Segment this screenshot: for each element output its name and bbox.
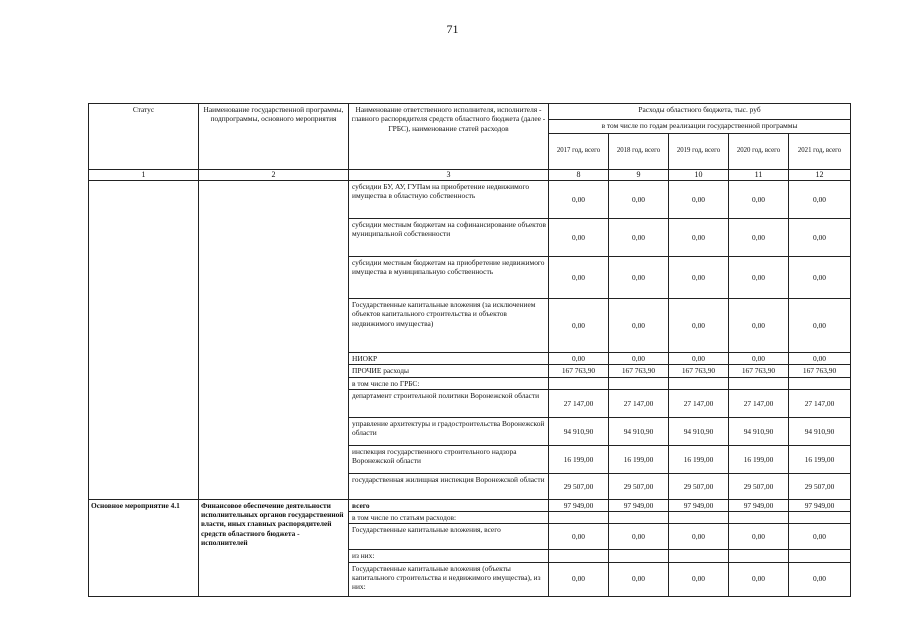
row-label: НИОКР <box>349 353 549 365</box>
value-cell: 97 949,00 <box>669 499 729 511</box>
page-number: 71 <box>446 22 459 36</box>
value-cell: 0,00 <box>729 219 789 257</box>
value-cell: 94 910,90 <box>729 417 789 445</box>
value-cell <box>609 377 669 389</box>
column-number: 8 <box>549 170 609 181</box>
value-cell: 27 147,00 <box>669 389 729 417</box>
year-header: 2020 год, всего <box>729 134 789 170</box>
value-cell: 0,00 <box>609 353 669 365</box>
row-label: из них: <box>349 550 549 562</box>
value-cell: 0,00 <box>669 181 729 219</box>
value-cell <box>549 377 609 389</box>
value-cell: 0,00 <box>789 181 851 219</box>
value-cell: 27 147,00 <box>549 389 609 417</box>
value-cell: 167 763,90 <box>549 365 609 377</box>
value-cell: 0,00 <box>729 181 789 219</box>
value-cell <box>729 377 789 389</box>
by-years-header: в том числе по годам реализации государственной программы <box>549 120 851 134</box>
column-number: 2 <box>199 170 349 181</box>
value-cell: 0,00 <box>669 219 729 257</box>
value-cell: 0,00 <box>549 257 609 299</box>
row-label: субсидии местным бюджетам на приобретение недвижимого имущества в муниципальную собственность <box>349 257 549 299</box>
value-cell <box>669 377 729 389</box>
value-cell: 0,00 <box>549 353 609 365</box>
column-number: 11 <box>729 170 789 181</box>
row-label: ПРОЧИЕ расходы <box>349 365 549 377</box>
value-cell <box>729 550 789 562</box>
row-label: управление архитектуры и градостроительства Воронежской области <box>349 417 549 445</box>
value-cell: 0,00 <box>789 524 851 550</box>
executor-header: Наименование ответственного исполнителя, исполнителя - главного распорядителя средств областного бюджета (далее - ГРБС), наименование статей расходов <box>349 104 549 170</box>
value-cell: 16 199,00 <box>609 445 669 473</box>
status-cell <box>89 181 199 500</box>
column-number: 1 <box>89 170 199 181</box>
value-cell: 0,00 <box>609 219 669 257</box>
value-cell: 0,00 <box>729 353 789 365</box>
value-cell: 0,00 <box>729 299 789 353</box>
row-label: Государственные капитальные вложения (объекты капитального строительства и недвижимого имущества), из них: <box>349 562 549 596</box>
value-cell <box>669 550 729 562</box>
value-cell: 167 763,90 <box>609 365 669 377</box>
row-label: всего <box>349 499 549 511</box>
year-header: 2019 год, всего <box>669 134 729 170</box>
value-cell: 0,00 <box>549 562 609 596</box>
value-cell <box>789 512 851 524</box>
column-number: 12 <box>789 170 851 181</box>
measure-status: Основное мероприятие 4.1 <box>89 499 199 596</box>
expenses-header: Расходы областного бюджета, тыс. руб <box>549 104 851 120</box>
value-cell: 0,00 <box>669 257 729 299</box>
value-cell: 167 763,90 <box>789 365 851 377</box>
value-cell: 94 910,90 <box>609 417 669 445</box>
value-cell: 167 763,90 <box>669 365 729 377</box>
value-cell: 0,00 <box>669 353 729 365</box>
value-cell: 0,00 <box>789 353 851 365</box>
value-cell: 29 507,00 <box>669 473 729 499</box>
value-cell <box>549 512 609 524</box>
value-cell: 16 199,00 <box>549 445 609 473</box>
value-cell <box>789 550 851 562</box>
value-cell: 29 507,00 <box>549 473 609 499</box>
value-cell: 0,00 <box>609 299 669 353</box>
year-header: 2017 год, всего <box>549 134 609 170</box>
table-row <box>89 181 851 219</box>
value-cell <box>609 550 669 562</box>
value-cell <box>789 377 851 389</box>
value-cell: 97 949,00 <box>729 499 789 511</box>
value-cell <box>729 512 789 524</box>
row-label: субсидии БУ, АУ, ГУПам на приобретение недвижимого имущества в областную собственность <box>349 181 549 219</box>
row-label: государственная жилищная инспекция Воронежской области <box>349 473 549 499</box>
status-header: Статус <box>89 104 199 170</box>
value-cell: 0,00 <box>729 524 789 550</box>
value-cell: 0,00 <box>789 257 851 299</box>
row-label: департамент строительной политики Воронежской области <box>349 389 549 417</box>
measure-name: Финансовое обеспечение деятельности исполнительных органов государственной власти, иных главных распорядителей средств областного бюджета - исполнителей <box>199 499 349 596</box>
value-cell: 0,00 <box>609 181 669 219</box>
value-cell: 94 910,90 <box>789 417 851 445</box>
value-cell <box>609 512 669 524</box>
value-cell: 16 199,00 <box>669 445 729 473</box>
column-number: 10 <box>669 170 729 181</box>
program-name-cell <box>199 181 349 500</box>
value-cell: 94 910,90 <box>549 417 609 445</box>
value-cell: 29 507,00 <box>729 473 789 499</box>
row-label: субсидии местным бюджетам на софинансирование объектов муниципальной собственности <box>349 219 549 257</box>
column-number: 3 <box>349 170 549 181</box>
row-label: в том числе по ГРБС: <box>349 377 549 389</box>
table-row <box>89 499 851 511</box>
value-cell: 97 949,00 <box>609 499 669 511</box>
value-cell: 0,00 <box>789 299 851 353</box>
value-cell: 0,00 <box>549 219 609 257</box>
value-cell: 0,00 <box>729 562 789 596</box>
value-cell: 0,00 <box>729 257 789 299</box>
value-cell: 27 147,00 <box>789 389 851 417</box>
value-cell: 27 147,00 <box>729 389 789 417</box>
value-cell: 16 199,00 <box>729 445 789 473</box>
year-header: 2021 год, всего <box>789 134 851 170</box>
row-label: в том числе по статьям расходов: <box>349 512 549 524</box>
budget-table <box>88 103 851 597</box>
row-label: Государственные капитальные вложения (за исключением объектов капитального строительства и объектов недвижимого имущества) <box>349 299 549 353</box>
row-label: Государственные капитальные вложения, всего <box>349 524 549 550</box>
value-cell: 97 949,00 <box>549 499 609 511</box>
value-cell: 0,00 <box>609 562 669 596</box>
value-cell: 0,00 <box>549 181 609 219</box>
column-number: 9 <box>609 170 669 181</box>
value-cell: 29 507,00 <box>789 473 851 499</box>
row-label: инспекция государственного строительного надзора Воронежской области <box>349 445 549 473</box>
value-cell: 27 147,00 <box>609 389 669 417</box>
value-cell: 0,00 <box>669 524 729 550</box>
program-name-header: Наименование государственной программы, подпрограммы, основного мероприятия <box>199 104 349 170</box>
value-cell: 0,00 <box>549 299 609 353</box>
value-cell: 16 199,00 <box>789 445 851 473</box>
year-header: 2018 год, всего <box>609 134 669 170</box>
value-cell: 0,00 <box>609 524 669 550</box>
value-cell: 0,00 <box>609 257 669 299</box>
value-cell <box>669 512 729 524</box>
value-cell: 0,00 <box>789 562 851 596</box>
value-cell: 94 910,90 <box>669 417 729 445</box>
value-cell: 0,00 <box>789 219 851 257</box>
value-cell: 0,00 <box>549 524 609 550</box>
value-cell: 97 949,00 <box>789 499 851 511</box>
value-cell: 0,00 <box>669 562 729 596</box>
value-cell <box>549 550 609 562</box>
value-cell: 167 763,90 <box>729 365 789 377</box>
value-cell: 29 507,00 <box>609 473 669 499</box>
value-cell: 0,00 <box>669 299 729 353</box>
